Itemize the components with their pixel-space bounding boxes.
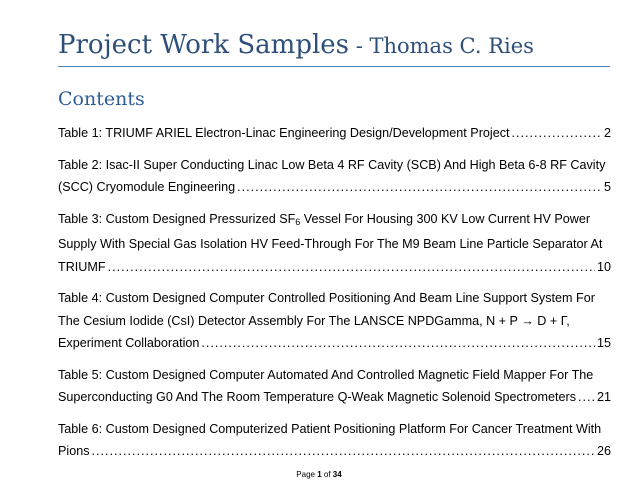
contents-heading: Contents	[58, 88, 145, 110]
toc-entry-text: Table 1: TRIUMF ARIEL Electron-Linac Engineering Design/Development Project	[58, 126, 510, 140]
toc-entry-text: (SCC) Cryomodule Engineering	[58, 180, 236, 194]
toc-entry-leader-line	[58, 332, 611, 355]
toc-entry-leader-line	[58, 256, 611, 279]
toc-page-number: 2	[603, 126, 611, 140]
toc-entry-text: Table 5: Custom Designed Computer Automated And Controlled Magnetic Field Mapper For The	[58, 367, 594, 382]
toc-entry-leader-line	[58, 176, 611, 199]
toc-entry-text: Table 2: Isac-II Super Conducting Linac Low Beta 4 RF Cavity (SCB) And High Beta 6-8 RF Cavity	[58, 157, 606, 172]
footer-current-page: 1	[317, 470, 322, 479]
title-main: Project Work Samples	[58, 30, 350, 60]
toc-page-number: 5	[603, 180, 611, 194]
toc-entry-text: Experiment Collaboration	[58, 336, 200, 350]
toc-entry-text: TRIUMF	[58, 259, 106, 274]
dot-leader	[92, 440, 595, 463]
toc-entry-1[interactable]	[58, 122, 611, 145]
toc-entry-leader-line	[58, 122, 611, 145]
dot-leader	[108, 256, 595, 279]
toc-entry-text: The Cesium Iodide (CsI) Detector Assembly For The LANSCE NPDGamma, N + P → D + Γ,	[58, 313, 570, 328]
toc-entry-6[interactable]	[58, 418, 611, 463]
title-separator: -	[349, 34, 370, 58]
subscript-six: 6	[295, 216, 301, 227]
toc-entry-leader-line	[58, 386, 611, 409]
toc-entry-leader-line	[58, 440, 611, 463]
toc-entry-text	[58, 208, 611, 234]
toc-entry-text-part: Table 3: Custom Designed Pressurized SF	[58, 211, 296, 226]
document-title	[58, 30, 534, 60]
toc-entry-text: Table 4: Custom Designed Computer Controlled Positioning And Beam Line Support System For	[58, 291, 595, 305]
toc-entry-2[interactable]	[58, 154, 611, 199]
dot-leader	[201, 332, 595, 355]
page-footer	[0, 470, 638, 479]
toc-page-number: 21	[596, 390, 611, 404]
toc-entry-text-part: Vessel For Housing 300 KV Low Current HV Power	[300, 211, 591, 226]
title-underline	[58, 66, 610, 67]
dot-leader	[237, 176, 602, 199]
toc-page-number: 10	[596, 259, 611, 274]
table-of-contents	[58, 122, 611, 472]
toc-page-number: 15	[596, 336, 611, 350]
toc-entry-5[interactable]	[58, 364, 611, 409]
toc-entry-text: Pions	[58, 444, 90, 458]
dot-leader	[512, 122, 602, 145]
footer-total-pages: 34	[332, 470, 342, 479]
toc-entry-text: Superconducting G0 And The Room Temperature Q-Weak Magnetic Solenoid Spectrometers	[58, 390, 577, 404]
toc-entry-text: Supply With Special Gas Isolation HV Feed-Through For The M9 Beam Line Particle Separator At	[58, 237, 603, 251]
toc-entry-4[interactable]	[58, 287, 611, 355]
toc-page-number: 26	[596, 444, 611, 458]
footer-middle: of	[321, 470, 333, 479]
footer-prefix: Page	[296, 470, 318, 479]
title-author: Thomas C. Ries	[369, 34, 534, 58]
dot-leader	[578, 386, 595, 409]
toc-entry-text: Table 6: Custom Designed Computerized Patient Positioning Platform For Cancer Treatment With	[58, 421, 602, 436]
toc-entry-3[interactable]	[58, 208, 611, 279]
